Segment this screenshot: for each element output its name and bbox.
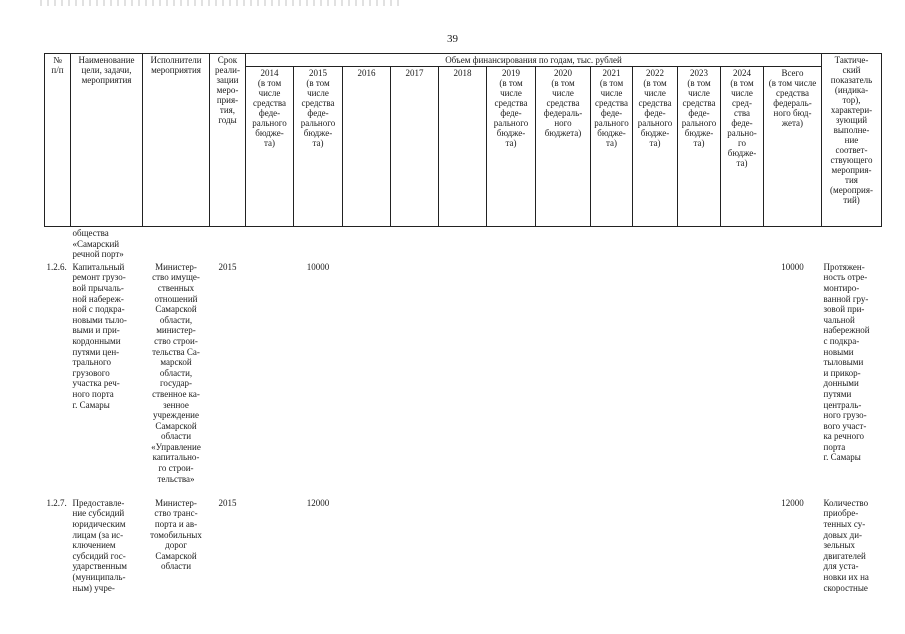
header-num: № п/п [45, 54, 71, 227]
header-executors: Исполнители мероприятия [143, 54, 210, 227]
row-indicator: Количество приобре- тенных су- довых ди- зельных двигателей для уста- новки их на скоростные [823, 497, 869, 593]
page-number: 39 [447, 33, 458, 45]
continuation-name: общества «Самарский речной порт» [72, 228, 124, 260]
header-year-2022: 2022 (в том числе средства феде- рального бюдже- та) [633, 67, 678, 227]
row-indicator: Протяжен- ность отре- монтиро- ванной гру- зовой при- чальной набережной с подкра- новыми тыловыми и прикор- донными путями централь- ного грузо- вого участ- ка речного порта г. Самары [823, 261, 870, 463]
header-year-2017: 2017 [391, 67, 439, 227]
header-year-2021: 2021 (в том числе средства феде- рального бюдже- та) [591, 67, 633, 227]
row-value-2015: 10000 [306, 261, 330, 272]
header-name: Наименование цели, задачи, мероприятия [71, 54, 143, 227]
row-executor: Министер- ство имуще- ственных отношений Самарской области, министер- ство строи- тельства Са- марской области, государ- ственное ка- зенное учреждение Самарской области «Управление капитально- го строи- тельства» [151, 261, 201, 484]
header-year-2016: 2016 [343, 67, 391, 227]
funding-table [44, 53, 882, 601]
header-year-2015: 2015 (в том числе средства феде- рального бюдже- та) [294, 67, 343, 227]
row-total: 12000 [781, 497, 804, 508]
row-num: 1.2.7. [46, 497, 67, 508]
row-value-2015: 12000 [306, 497, 330, 508]
header-year-2024: 2024 (в том числе сред- ства феде- рально- го бюдже- та) [721, 67, 764, 227]
header-year-2014: 2014 (в том числе средства феде- рального бюдже- та) [246, 67, 294, 227]
header-period: Срок реали- зации меро- прия- тия, годы [210, 54, 246, 227]
header-year-2019: 2019 (в том числе средства феде- рального бюдже- та) [487, 67, 536, 227]
row-num: 1.2.6. [46, 261, 67, 272]
row-name: Капитальный ремонт грузо- вой прычаль- ной набереж- ной с подкра- новыми тыло- выми и при- кордонными путями цен- трального грузового участка реч- ного порта г. Самары [72, 261, 127, 410]
row-name: Предоставле- ние субсидий юридическим лицам (за ис- ключением субсидий гос- ударственным (муниципаль- ным) учре- [72, 497, 128, 593]
row-executor: Министер- ство транс- порта и ав- томобильных дорог Самарской области [150, 497, 202, 572]
header-year-2023: 2023 (в том числе средства феде- рального бюдже- та) [678, 67, 721, 227]
header-funding: Объем финансирования по годам, тыс. рублей [246, 54, 822, 67]
table-row [45, 261, 882, 497]
row-period: 2015 [218, 261, 237, 272]
header-year-2018: 2018 [439, 67, 487, 227]
table-row [45, 497, 882, 601]
table-row [45, 227, 882, 261]
scan-noise [40, 0, 400, 6]
header-total: Всего (в том числе средства федераль- ного бюд- жета) [764, 67, 822, 227]
header-year-2020: 2020 (в том числе средства федераль- ного бюджета) [536, 67, 591, 227]
row-total: 10000 [781, 261, 804, 272]
row-period: 2015 [218, 497, 237, 508]
header-indicator: Тактиче- ский показатель (индика- тор), характери- зующий выполне- ние соответ- ствующего мероприя- тия (мероприя- тий) [822, 54, 882, 227]
